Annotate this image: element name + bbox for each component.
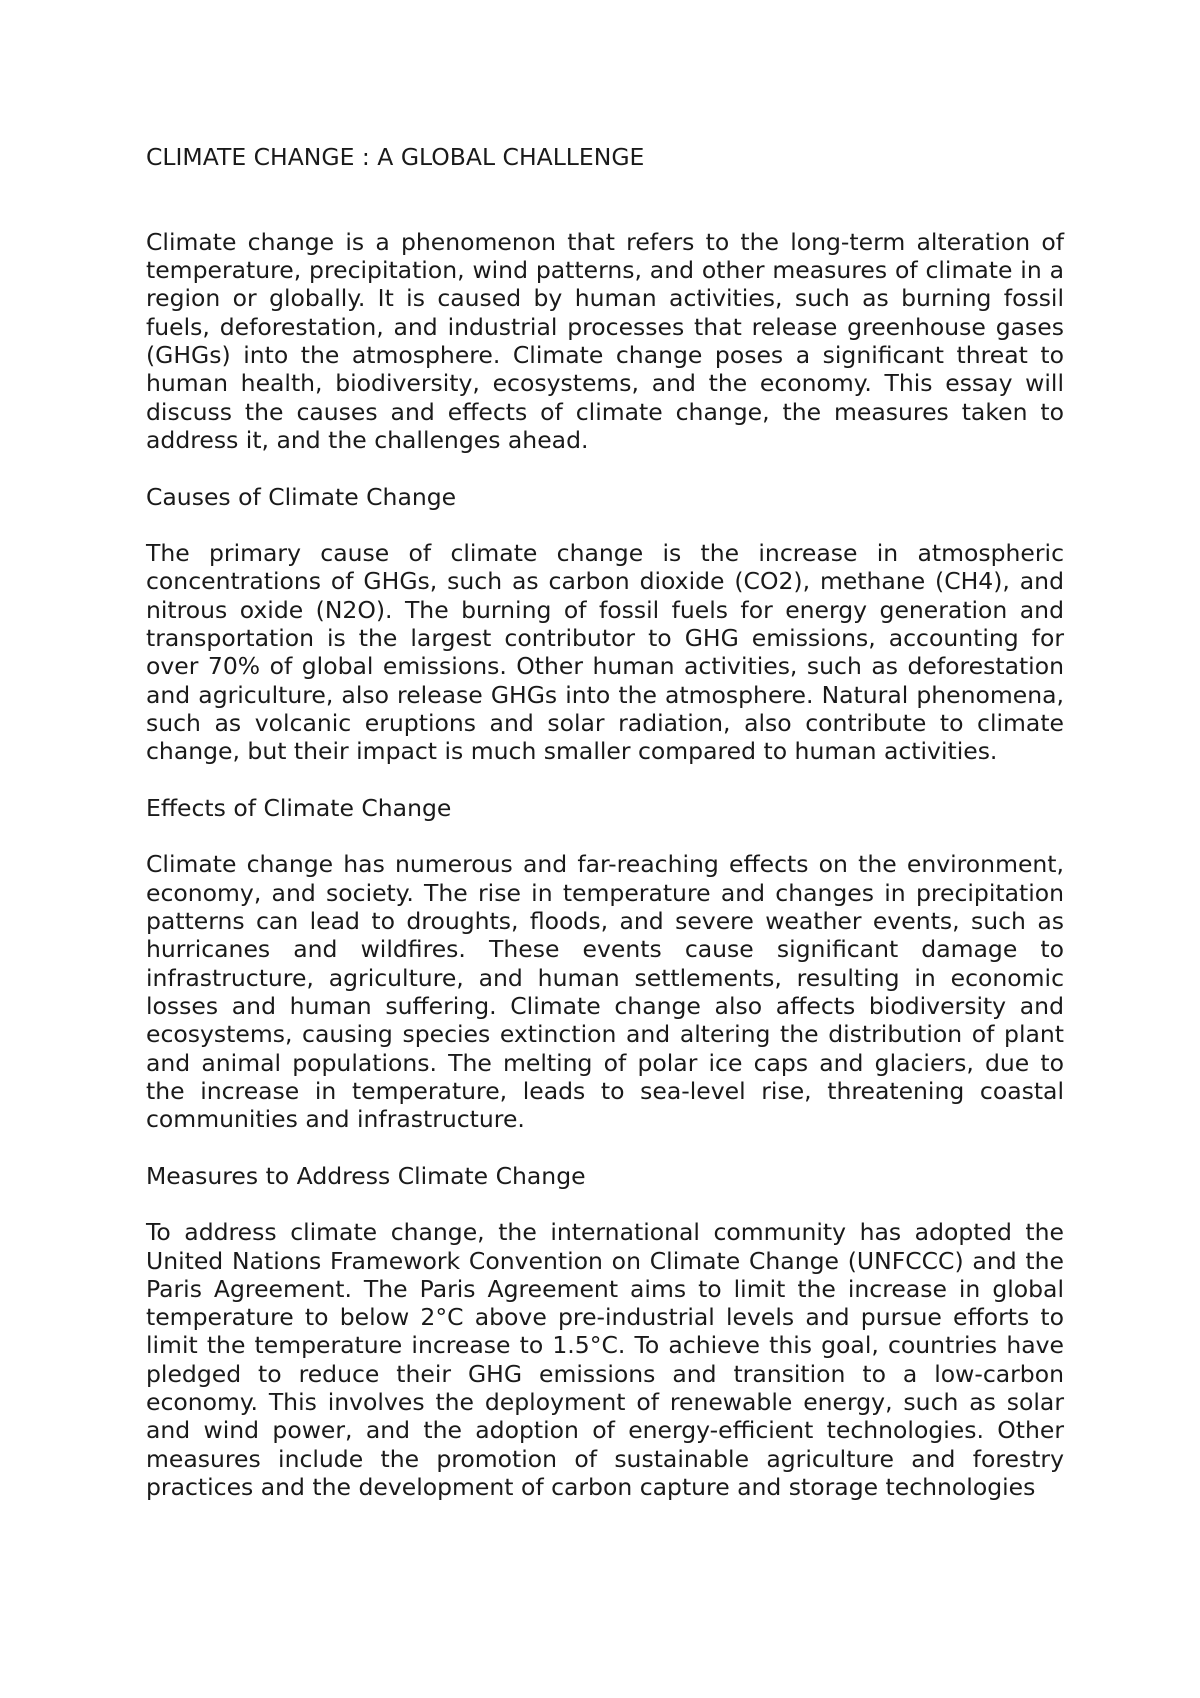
section-heading-causes: Causes of Climate Change — [146, 482, 457, 511]
intro-paragraph: Climate change is a phenomenon that refers to the long-term alteration of temperature, precipitation, wind patterns, and other measures of climate in a region or globally. It is caused by human activities, such as burning fossil fuels, deforestation, and industrial processes that release greenhouse gases (GHGs) into the atmosphere. Climate change poses a significant threat to human health, biodiversity, ecosystems, and the economy. This essay will discuss the causes and effects of climate change, the measures taken to address it, and the challenges ahead. — [146, 227, 1064, 454]
section-heading-measures: Measures to Address Climate Change — [146, 1161, 586, 1190]
section-body-effects: Climate change has numerous and far-reaching effects on the environment, economy, and society. The rise in temperature and changes in precipitation patterns can lead to droughts, floods, and severe weather events, such as hurricanes and wildfires. These events cause significant damage to infrastructure, agriculture, and human settlements, resulting in economic losses and human suffering. Climate change also affects biodiversity and ecosystems, causing species extinction and altering the distribution of plant and animal populations. The melting of polar ice caps and glaciers, due to the increase in temperature, leads to sea-level rise, threatening coastal communities and infrastructure. — [146, 850, 1064, 1134]
document-body — [146, 143, 1064, 1530]
section-body-measures: To address climate change, the international community has adopted the United Nations Framework Convention on Climate Change (UNFCCC) and the Paris Agreement. The Paris Agreement aims to limit the increase in global temperature to below 2°C above pre-industrial levels and pursue efforts to limit the temperature increase to 1.5°C. To achieve this goal, countries have pledged to reduce their GHG emissions and transition to a low-carbon economy. This involves the deployment of renewable energy, such as solar and wind power, and the adoption of energy-efficient technologies. Other measures include the promotion of sustainable agriculture and forestry practices and the development of carbon capture and storage technologies — [146, 1218, 1064, 1501]
document-title: CLIMATE CHANGE : A GLOBAL CHALLENGE — [146, 143, 645, 171]
section-body-causes: The primary cause of climate change is the increase in atmospheric concentrations of GHGs, such as carbon dioxide (CO2), methane (CH4), and nitrous oxide (N2O). The burning of fossil fuels for energy generation and transportation is the largest contributor to GHG emissions, accounting for over 70% of global emissions. Other human activities, such as deforestation and agriculture, also release GHGs into the atmosphere. Natural phenomena, such as volcanic eruptions and solar radiation, also contribute to climate change, but their impact is much smaller compared to human activities. — [146, 539, 1064, 766]
section-heading-effects: Effects of Climate Change — [146, 793, 452, 822]
